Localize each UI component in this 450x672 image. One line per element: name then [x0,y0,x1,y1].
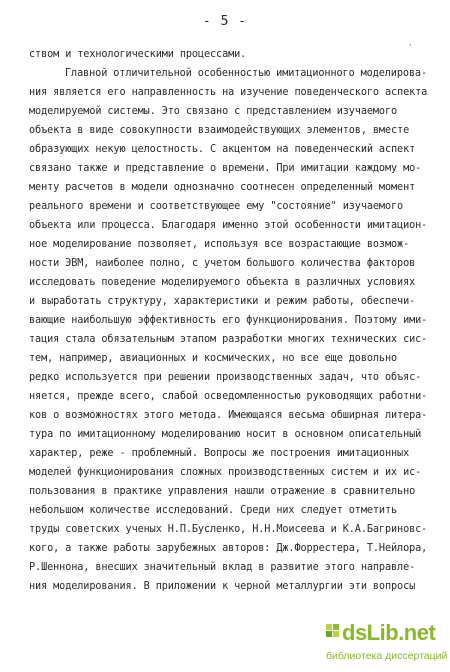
text-line: тура по имитационному моделированию носит в основном описательный [29,429,422,440]
text-line: связано также и представление о времени. При имитации каждому мо- [29,163,422,174]
text-line: реального времени и соответствующее ему "состояние" изучаемого [29,201,404,212]
text-line: пользования в практике управления нашли отражение в сравнительно [29,486,416,497]
text-line: ное моделирование позволяет, используя все возрастающие возмож- [29,239,410,250]
text-line: ков о возможностях этого метода. Имеющаяся весьма обширная литера- [29,410,428,421]
text-line: няется, прежде всего, слабой осведомленностью руководящих работни- [29,391,428,402]
text-line: объекта или процесса. Благодаря именно этой особенности имитацион- [29,220,428,231]
text-line: моделируемой системы. Это связано с представлением изучаемого [29,106,398,117]
text-line: кого, а также работы зарубежных авторов: Дж.Форрестера, Т.Нейлора, [29,543,428,554]
watermark-logo-icon [326,624,340,638]
text-line: ния является его направленность на изучение поведенческого аспекта [29,87,428,98]
watermark-title: dsLib.net [342,620,436,645]
text-line: менту расчетов в модели однозначно соотнесен определенный момент [29,182,416,193]
watermark-subtitle: библиотека диссертаций [326,650,448,662]
text-line: Главной отличительной особенностью имитационного моделирова- [65,68,428,79]
text-line: ности ЭВМ, наиболее полно, с учетом большого количества факторов [29,258,416,269]
text-line: небольшом количестве исследований. Среди них следует отметить [29,505,398,516]
text-line: и выработать структуру, характеристики и режим работы, обеспечи- [29,296,416,307]
text-line: образующих некую целостность. С акцентом на поведенческий аспект [29,144,416,155]
text-line: объекта в виде совокупности взаимодействующих элементов, вместе [29,125,410,136]
text-line: моделей функционирования сложных производственных систем и их ис- [29,467,422,478]
text-line: характер, реже - проблемный. Вопросы же построения имитационных [29,448,410,459]
text-line: тем, например, авиационных и космических, но все еще довольно [29,353,398,364]
text-line: редко используется при решении производственных задач, что объяс- [29,372,422,383]
text-line: Р.Шеннона, внесших значительный вклад в развитие этого направле- [29,562,416,573]
text-line: ством и технологическими процессами. [29,49,247,60]
text-line: труды советских ученых Н.П.Бусленко, Н.Н.Моисеева и К.А.Багриновс- [29,524,428,535]
text-line: исследовать поведение моделируемого объекта в различных условиях [29,277,416,288]
text-line: тация стала обязательным этапом разработки многих технических сис- [29,334,428,345]
text-line: вающие наибольшую эффективность его функционирования. Поэтому ими- [29,315,428,326]
text-line: ния моделирования. В приложении к черной металлургии эти вопросы [29,581,416,592]
margin-mark: , [408,38,413,47]
page-number: - 5 - [202,14,248,29]
watermark [326,620,448,664]
document-body [29,45,437,596]
